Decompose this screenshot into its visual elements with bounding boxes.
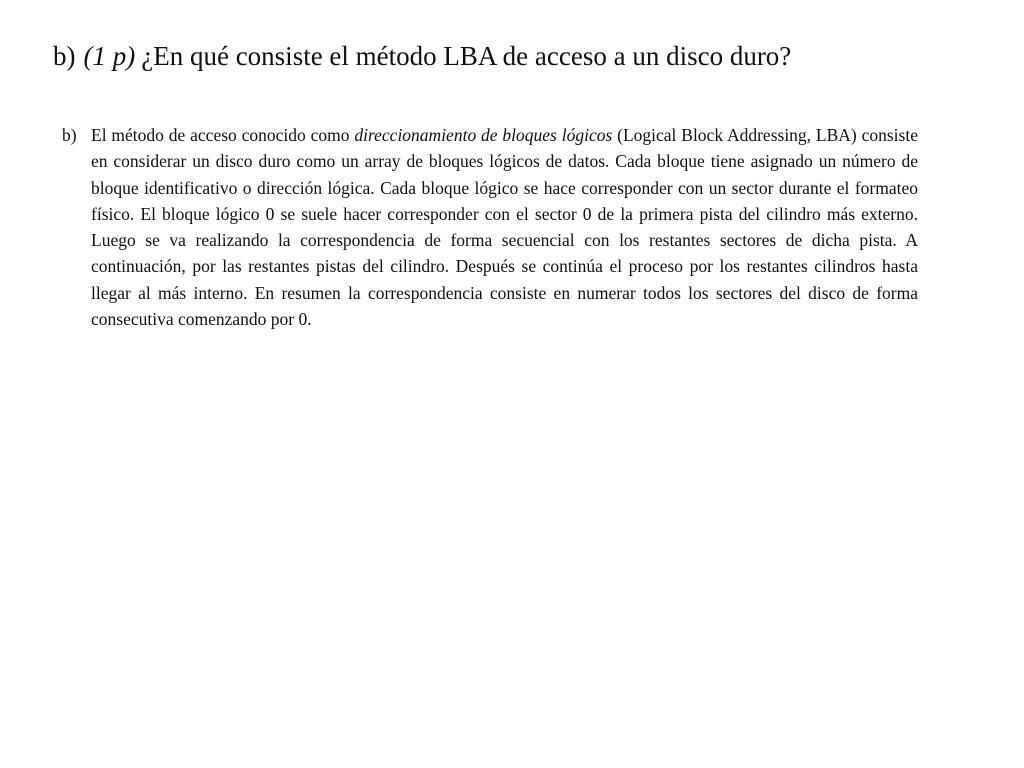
answer-marker: b) (62, 125, 77, 145)
question-heading (53, 38, 993, 74)
answer-emphasis: direccionamiento de bloques lógicos (354, 125, 613, 145)
answer-paragraph (91, 122, 918, 332)
answer-block (62, 122, 918, 332)
question-points: (1 p) (83, 41, 136, 71)
question-text: ¿En qué consiste el método LBA de acceso a un disco duro? (141, 41, 792, 71)
answer-text-rest: (Logical Block Addressing, LBA) consiste en considerar un disco duro como un array de bloques lógicos de datos. Cada bloque tiene asignado un número de bloque identificativo o dirección lógica. Cada bloque lógico se hace corresponder con un sector durante el formateo físico. El bloque lógico 0 se suele hacer corresponder con el sector 0 de la primera pista del cilindro más externo. Luego se va realizando la correspondencia de forma secuencial con los restantes sectores de dicha pista. A continuación, por las restantes pistas del cilindro. Después se continúa el proceso por los restantes cilindros hasta llegar al más interno. En resumen la correspondencia consiste en numerar todos los sectores del disco de forma consecutiva comenzando por 0. (91, 125, 918, 330)
question-marker: b) (53, 41, 76, 71)
answer-text-start: El método de acceso conocido como (91, 125, 355, 145)
